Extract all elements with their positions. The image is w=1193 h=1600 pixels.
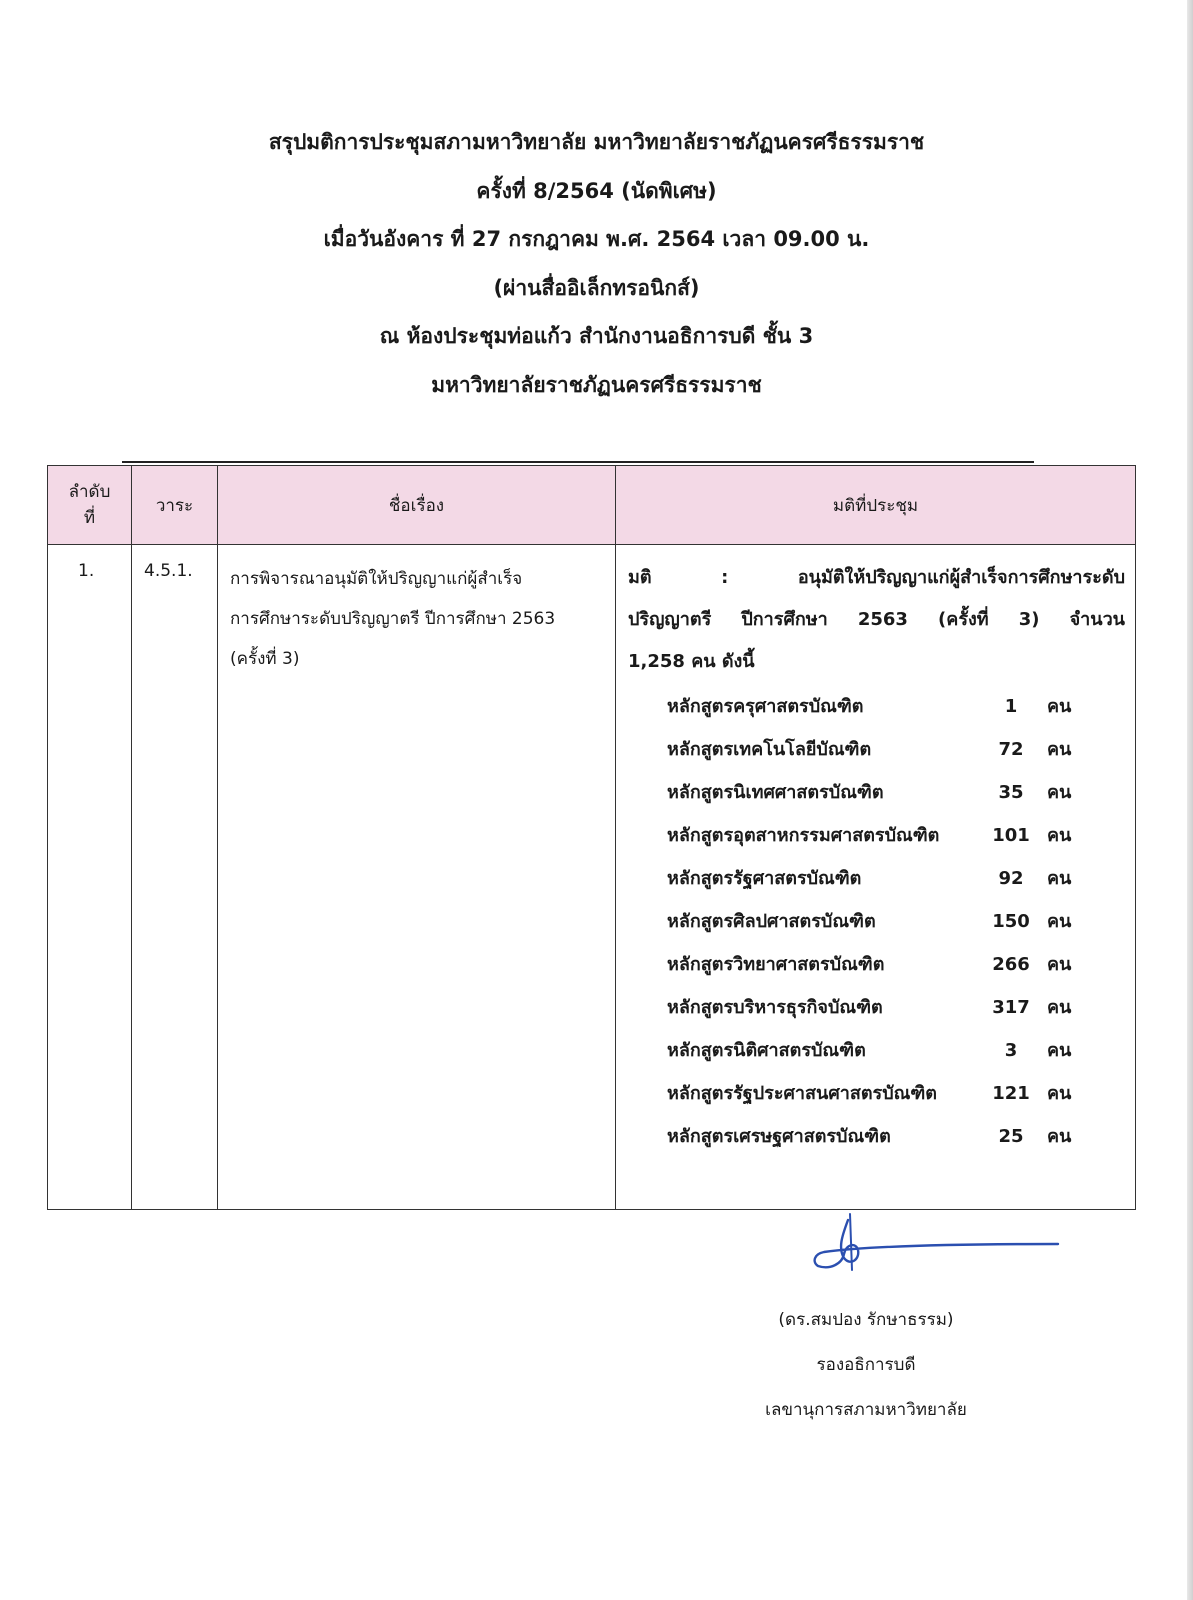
list-item: [628, 1072, 1125, 1115]
resolution-line: ปริญญาตรี ปีการศึกษา 2563 (ครั้งที่ 3) จำนวน: [628, 609, 1125, 630]
list-item: [628, 771, 1125, 814]
program-unit: คน: [1047, 696, 1072, 717]
signatory-position: รองอธิการบดี: [816, 1355, 916, 1375]
header-cell-agenda: วาระ: [132, 466, 218, 545]
program-count: 35: [998, 782, 1024, 803]
header-session: ครั้งที่ 8/2564 (นัดพิเศษ): [476, 178, 717, 203]
program-name: หลักสูตรรัฐประศาสนศาสตรบัณฑิต: [667, 1083, 937, 1104]
subject-line: (ครั้งที่ 3): [230, 649, 300, 669]
program-name: หลักสูตรนิเทศศาสตรบัณฑิต: [667, 782, 884, 803]
resolution-line: มติ : อนุมัติให้ปริญญาแก่ผู้สำเร็จการศึกษาระดับ: [628, 567, 1125, 588]
list-item: [628, 1029, 1125, 1072]
program-count: 1: [1004, 696, 1018, 717]
row-resolution: [616, 545, 1136, 1210]
table-row: [48, 545, 1136, 1210]
program-name: หลักสูตรบริหารธุรกิจบัณฑิต: [667, 997, 883, 1018]
list-item: [628, 728, 1125, 771]
program-unit: คน: [1047, 782, 1072, 803]
header-venue: ณ ห้องประชุมท่อแก้ว สำนักงานอธิการบดี ชั้น 3: [379, 324, 814, 348]
header-no-line2: ที่: [83, 508, 96, 528]
row-agenda: 4.5.1.: [132, 545, 218, 1210]
program-unit: คน: [1047, 868, 1072, 889]
header-university: มหาวิทยาลัยราชภัฏนครศรีธรรมราช: [431, 372, 762, 397]
signature-mark: [808, 1210, 1068, 1288]
signatory-name: (ดร.สมปอง รักษาธรรม): [778, 1310, 954, 1330]
program-name: หลักสูตรศิลปศาสตรบัณฑิต: [667, 911, 876, 932]
list-item: [628, 986, 1125, 1029]
program-name: หลักสูตรอุตสาหกรรมศาสตรบัณฑิต: [667, 825, 940, 846]
program-count: 3: [1004, 1040, 1018, 1061]
subject-line: การพิจารณาอนุมัติให้ปริญญาแก่ผู้สำเร็จ: [230, 569, 523, 589]
document-header: [0, 118, 1193, 409]
program-name: หลักสูตรครุศาสตรบัณฑิต: [667, 696, 864, 717]
program-name: หลักสูตรเทคโนโลยีบัณฑิต: [667, 739, 872, 760]
list-item: [628, 900, 1125, 943]
program-unit: คน: [1047, 739, 1072, 760]
resolution-line: 1,258 คน ดังนี้: [628, 651, 755, 672]
table-header-row: [48, 466, 1136, 545]
header-title: สรุปมติการประชุมสภามหาวิทยาลัย มหาวิทยาลัยราชภัฏนครศรีธรรมราช: [268, 130, 925, 154]
program-count: 25: [998, 1126, 1024, 1147]
signatory-role: เลขานุการสภามหาวิทยาลัย: [765, 1400, 967, 1420]
list-item: [628, 943, 1125, 986]
list-item: [628, 857, 1125, 900]
program-name: หลักสูตรนิติศาสตรบัณฑิต: [667, 1040, 866, 1061]
signatory-block: [706, 1298, 1026, 1433]
program-unit: คน: [1047, 1040, 1072, 1061]
header-date: เมื่อวันอังคาร ที่ 27 กรกฎาคม พ.ศ. 2564 เวลา 09.00 น.: [323, 227, 870, 251]
header-cell-subject: ชื่อเรื่อง: [218, 466, 616, 545]
program-unit: คน: [1047, 1083, 1072, 1104]
program-name: หลักสูตรเศรษฐศาสตรบัณฑิต: [667, 1126, 891, 1147]
table-top-rule: [122, 461, 1034, 463]
row-subject: [218, 545, 616, 1210]
program-unit: คน: [1047, 911, 1072, 932]
program-count: 121: [992, 1083, 1030, 1104]
program-unit: คน: [1047, 954, 1072, 975]
list-item: [628, 1115, 1125, 1158]
row-number: 1.: [48, 545, 132, 1210]
program-name: หลักสูตรรัฐศาสตรบัณฑิต: [667, 868, 862, 889]
signature-icon: [808, 1210, 1068, 1288]
program-unit: คน: [1047, 825, 1072, 846]
program-count: 317: [992, 997, 1030, 1018]
program-unit: คน: [1047, 997, 1072, 1018]
list-item: [628, 685, 1125, 728]
program-count: 266: [992, 954, 1030, 975]
resolutions-table: [47, 465, 1136, 1210]
header-cell-no: [48, 466, 132, 545]
program-count: 92: [998, 868, 1024, 889]
program-list: [628, 685, 1125, 1158]
program-count: 72: [998, 739, 1024, 760]
subject-line: การศึกษาระดับปริญญาตรี ปีการศึกษา 2563: [230, 609, 556, 629]
header-no-line1: ลำดับ: [68, 482, 111, 502]
program-name: หลักสูตรวิทยาศาสตรบัณฑิต: [667, 954, 885, 975]
program-count: 101: [992, 825, 1030, 846]
program-count: 150: [992, 911, 1030, 932]
header-mode: (ผ่านสื่ออิเล็กทรอนิกส์): [493, 275, 700, 300]
header-cell-resolution: มติที่ประชุม: [616, 466, 1136, 545]
list-item: [628, 814, 1125, 857]
program-unit: คน: [1047, 1126, 1072, 1147]
